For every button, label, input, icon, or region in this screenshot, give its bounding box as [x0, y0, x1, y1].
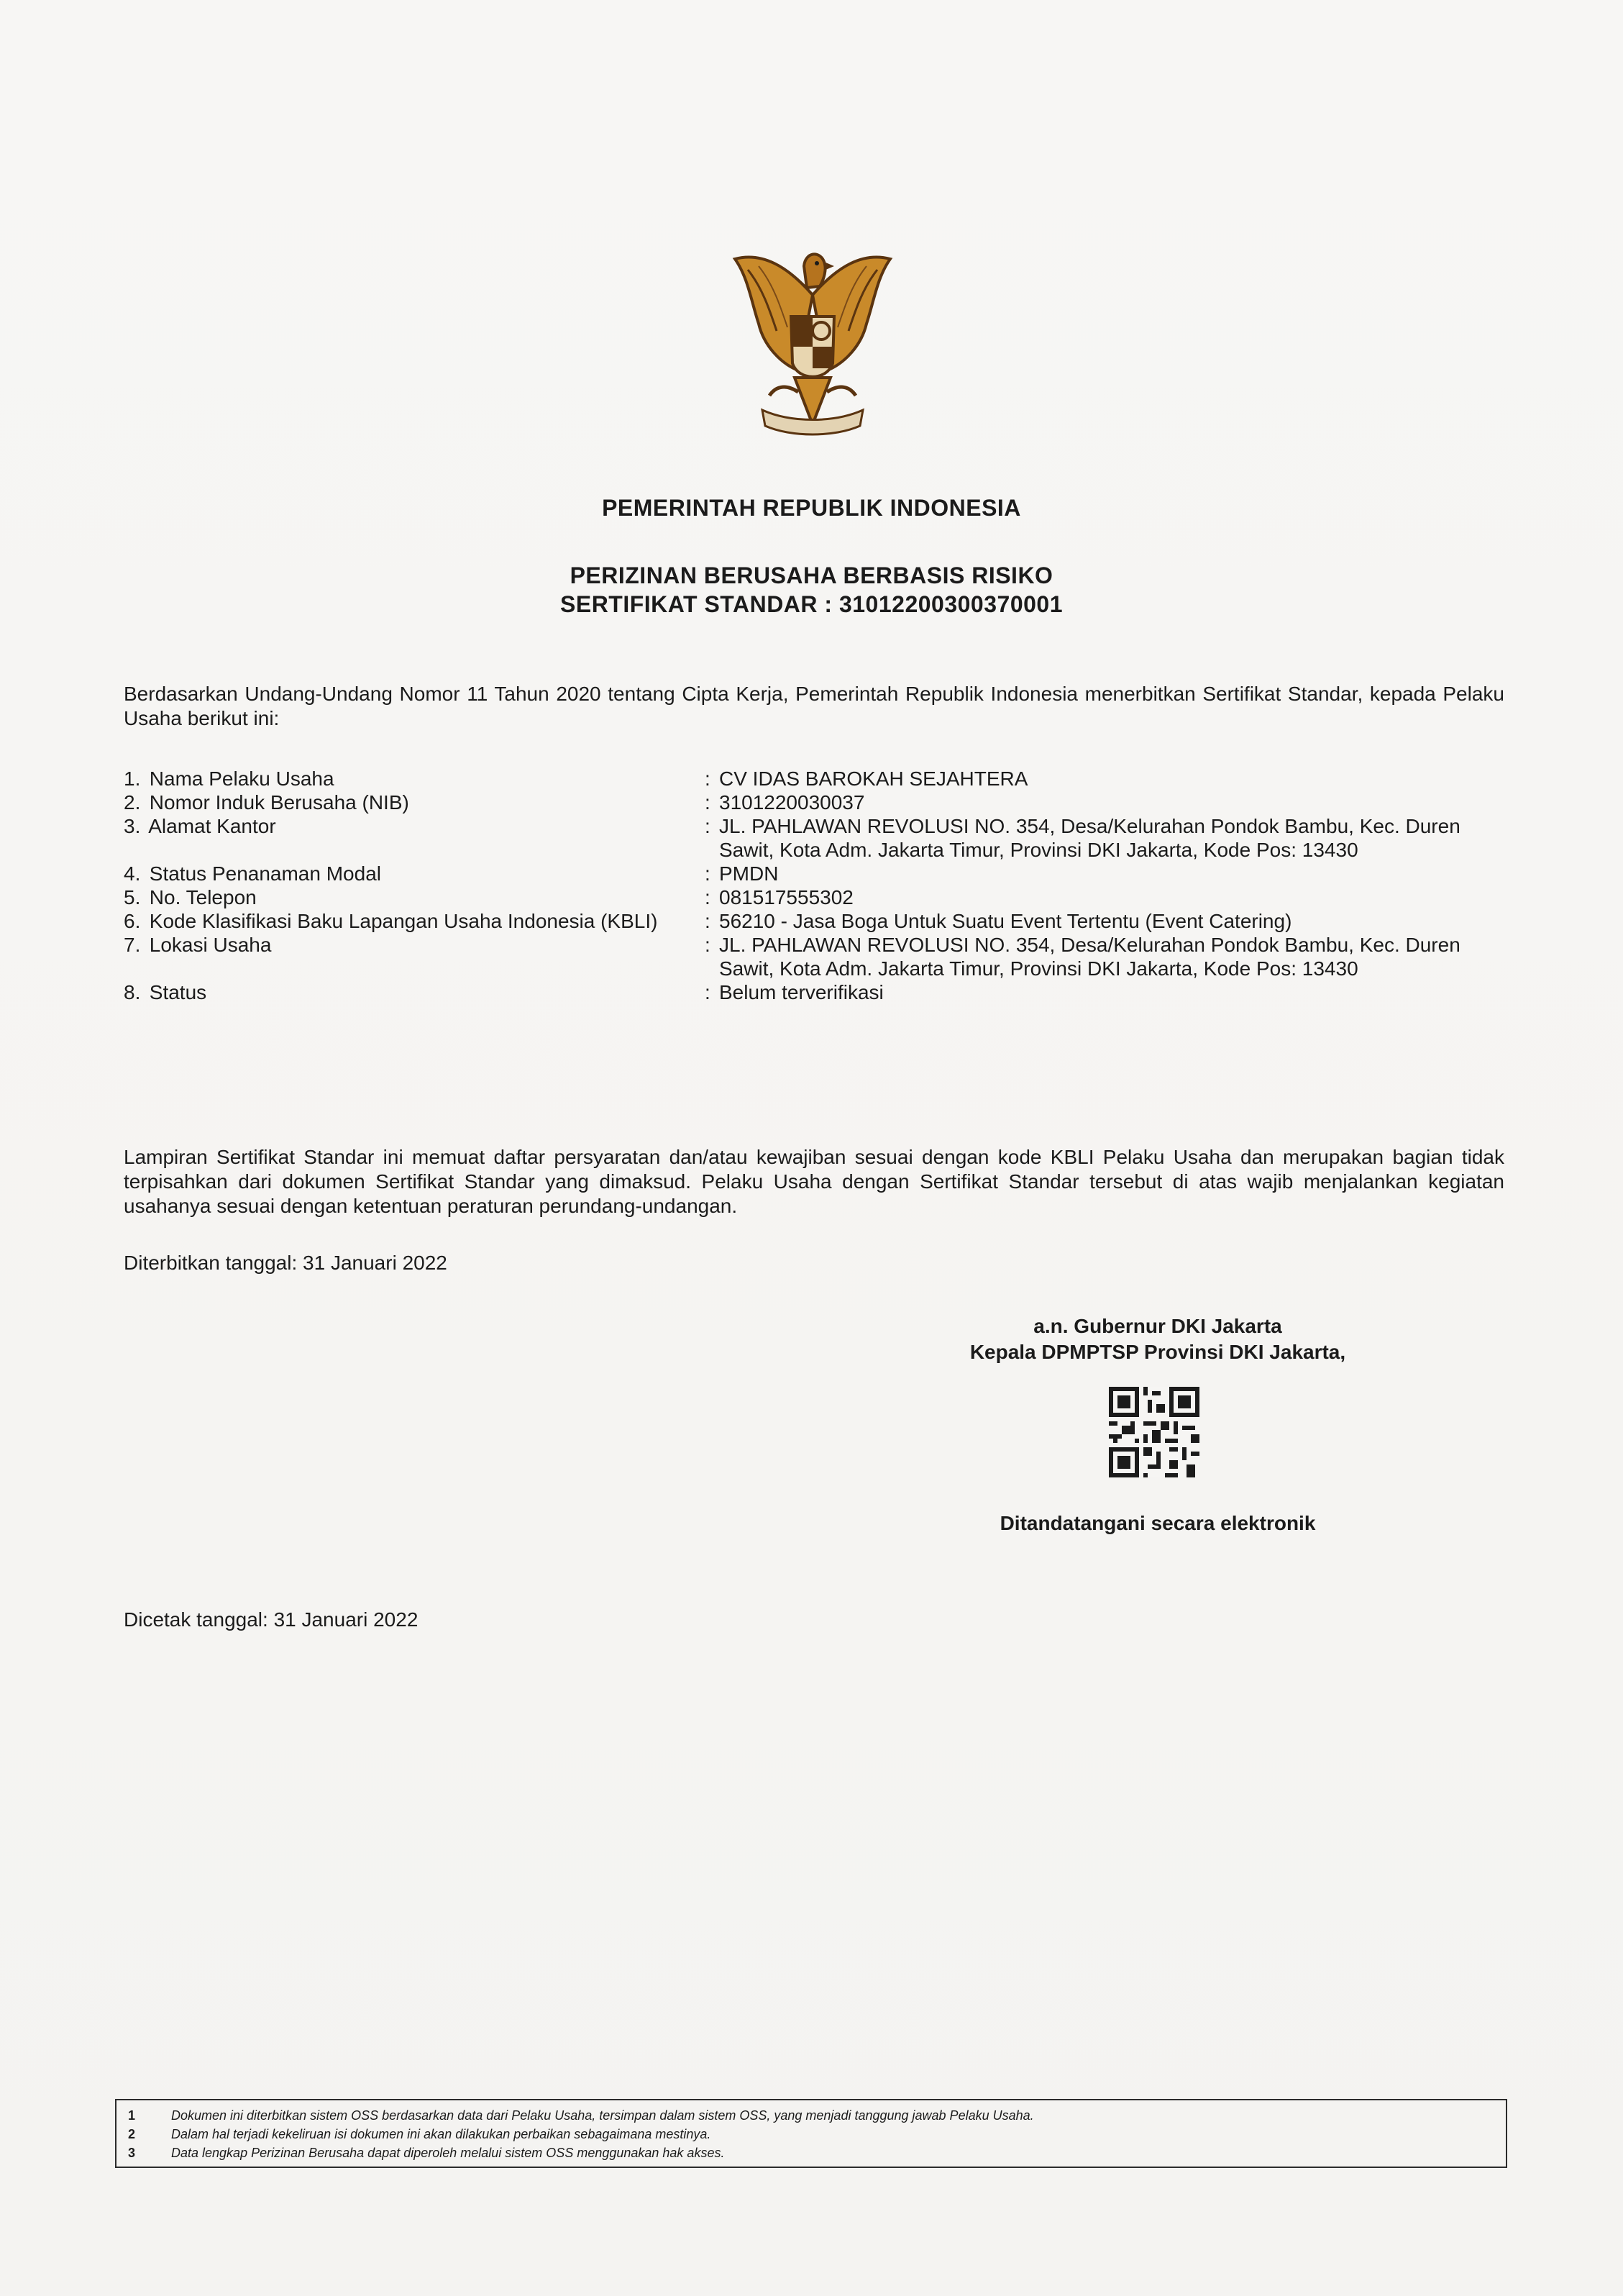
- field-value: JL. PAHLAWAN REVOLUSI NO. 354, Desa/Kelurahan Pondok Bambu, Kec. Duren Sawit, Kota Adm. Jakarta Timur, Provinsi DKI Jakarta, Kode Pos: 13430: [719, 815, 1460, 861]
- field-label: Nama Pelaku Usaha: [149, 767, 334, 790]
- field-label: Status: [149, 981, 207, 1003]
- field-row: 3. Alamat Kantor : JL. PAHLAWAN REVOLUSI NO. 354, Desa/Kelurahan Pondok Bambu, Kec. Duren Sawit, Kota Adm. Jakarta Timur, Provinsi DKI Jakarta, Kode Pos: 13430: [124, 814, 1504, 862]
- signatory-line-1: a.n. Gubernur DKI Jakarta: [1033, 1315, 1282, 1337]
- field-row: 4. Status Penanaman Modal : PMDN: [124, 862, 1504, 885]
- field-label: Nomor Induk Berusaha (NIB): [149, 791, 409, 814]
- field-row: 7. Lokasi Usaha : JL. PAHLAWAN REVOLUSI NO. 354, Desa/Kelurahan Pondok Bambu, Kec. Duren Sawit, Kota Adm. Jakarta Timur, Provinsi DKI Jakarta, Kode Pos: 13430: [124, 933, 1504, 980]
- garuda-emblem-icon: [719, 237, 906, 453]
- footnote-item: 2 Dalam hal terjadi kekeliruan isi dokumen ini akan dilakukan perbaikan sebagaimana mestinya.: [128, 2127, 711, 2141]
- issued-date: Diterbitkan tanggal: 31 Januari 2022: [124, 1252, 447, 1274]
- qr-code-icon: [1109, 1387, 1199, 1477]
- field-value: 56210 - Jasa Boga Untuk Suatu Event Tertentu (Event Catering): [719, 910, 1292, 932]
- field-value: JL. PAHLAWAN REVOLUSI NO. 354, Desa/Kelurahan Pondok Bambu, Kec. Duren Sawit, Kota Adm. Jakarta Timur, Provinsi DKI Jakarta, Kode Pos: 13430: [719, 934, 1460, 980]
- business-fields: [124, 767, 1504, 1004]
- field-label: No. Telepon: [149, 886, 257, 908]
- government-title: PEMERINTAH REPUBLIK INDONESIA: [602, 495, 1021, 521]
- certificate-number: SERTIFIKAT STANDAR : 31012200300370001: [560, 591, 1063, 617]
- field-value: Belum terverifikasi: [719, 981, 884, 1003]
- footnote-item: 1 Dokumen ini diterbitkan sistem OSS berdasarkan data dari Pelaku Usaha, tersimpan dalam sistem OSS, yang menjadi tanggung jawab Pelaku Usaha.: [128, 2108, 1034, 2123]
- field-row: 1. Nama Pelaku Usaha : CV IDAS BAROKAH SEJAHTERA: [124, 767, 1504, 791]
- license-title: PERIZINAN BERUSAHA BERBASIS RISIKO: [570, 562, 1053, 588]
- field-label: Kode Klasifikasi Baku Lapangan Usaha Indonesia (KBLI): [149, 910, 658, 932]
- field-value: CV IDAS BAROKAH SEJAHTERA: [719, 767, 1028, 790]
- signatory-line-2: Kepala DPMPTSP Provinsi DKI Jakarta,: [969, 1341, 1346, 1363]
- intro-paragraph: Berdasarkan Undang-Undang Nomor 11 Tahun 2020 tentang Cipta Kerja, Pemerintah Republik Indonesia menerbitkan Sertifikat Standar, kepada Pelaku Usaha berikut ini:: [124, 683, 1504, 729]
- field-row: 6. Kode Klasifikasi Baku Lapangan Usaha Indonesia (KBLI) : 56210 - Jasa Boga Untuk Suatu Event Tertentu (Event Catering): [124, 909, 1504, 933]
- field-label: Alamat Kantor: [148, 815, 276, 837]
- field-label: Lokasi Usaha: [149, 934, 272, 956]
- field-row: 2. Nomor Induk Berusaha (NIB) : 3101220030037: [124, 791, 1504, 814]
- electronic-signature-note: Ditandatangani secara elektronik: [1000, 1512, 1316, 1534]
- signatory-block: [870, 1313, 1445, 1365]
- field-row: 8. Status : Belum terverifikasi: [124, 980, 1504, 1004]
- closing-paragraph: Lampiran Sertifikat Standar ini memuat daftar persyaratan dan/atau kewajiban sesuai dengan kode KBLI Pelaku Usaha dan merupakan bagian tidak terpisahkan dari dokumen Sertifikat Standar yang dimaksud. Pelaku Usaha dengan Sertifikat Standar tersebut di atas wajib menjalankan kegiatan usahanya sesuai dengan ketentuan peraturan perundang-undangan.: [124, 1146, 1504, 1217]
- field-value: 3101220030037: [719, 791, 865, 814]
- footnotes: [115, 2099, 1507, 2168]
- field-value: PMDN: [719, 862, 779, 885]
- field-value: 081517555302: [719, 886, 854, 908]
- field-row: 5. No. Telepon : 081517555302: [124, 885, 1504, 909]
- field-label: Status Penanaman Modal: [149, 862, 381, 885]
- printed-date: Dicetak tanggal: 31 Januari 2022: [124, 1608, 419, 1631]
- footnote-item: 3 Data lengkap Perizinan Berusaha dapat diperoleh melalui sistem OSS menggunakan hak akses.: [128, 2146, 725, 2160]
